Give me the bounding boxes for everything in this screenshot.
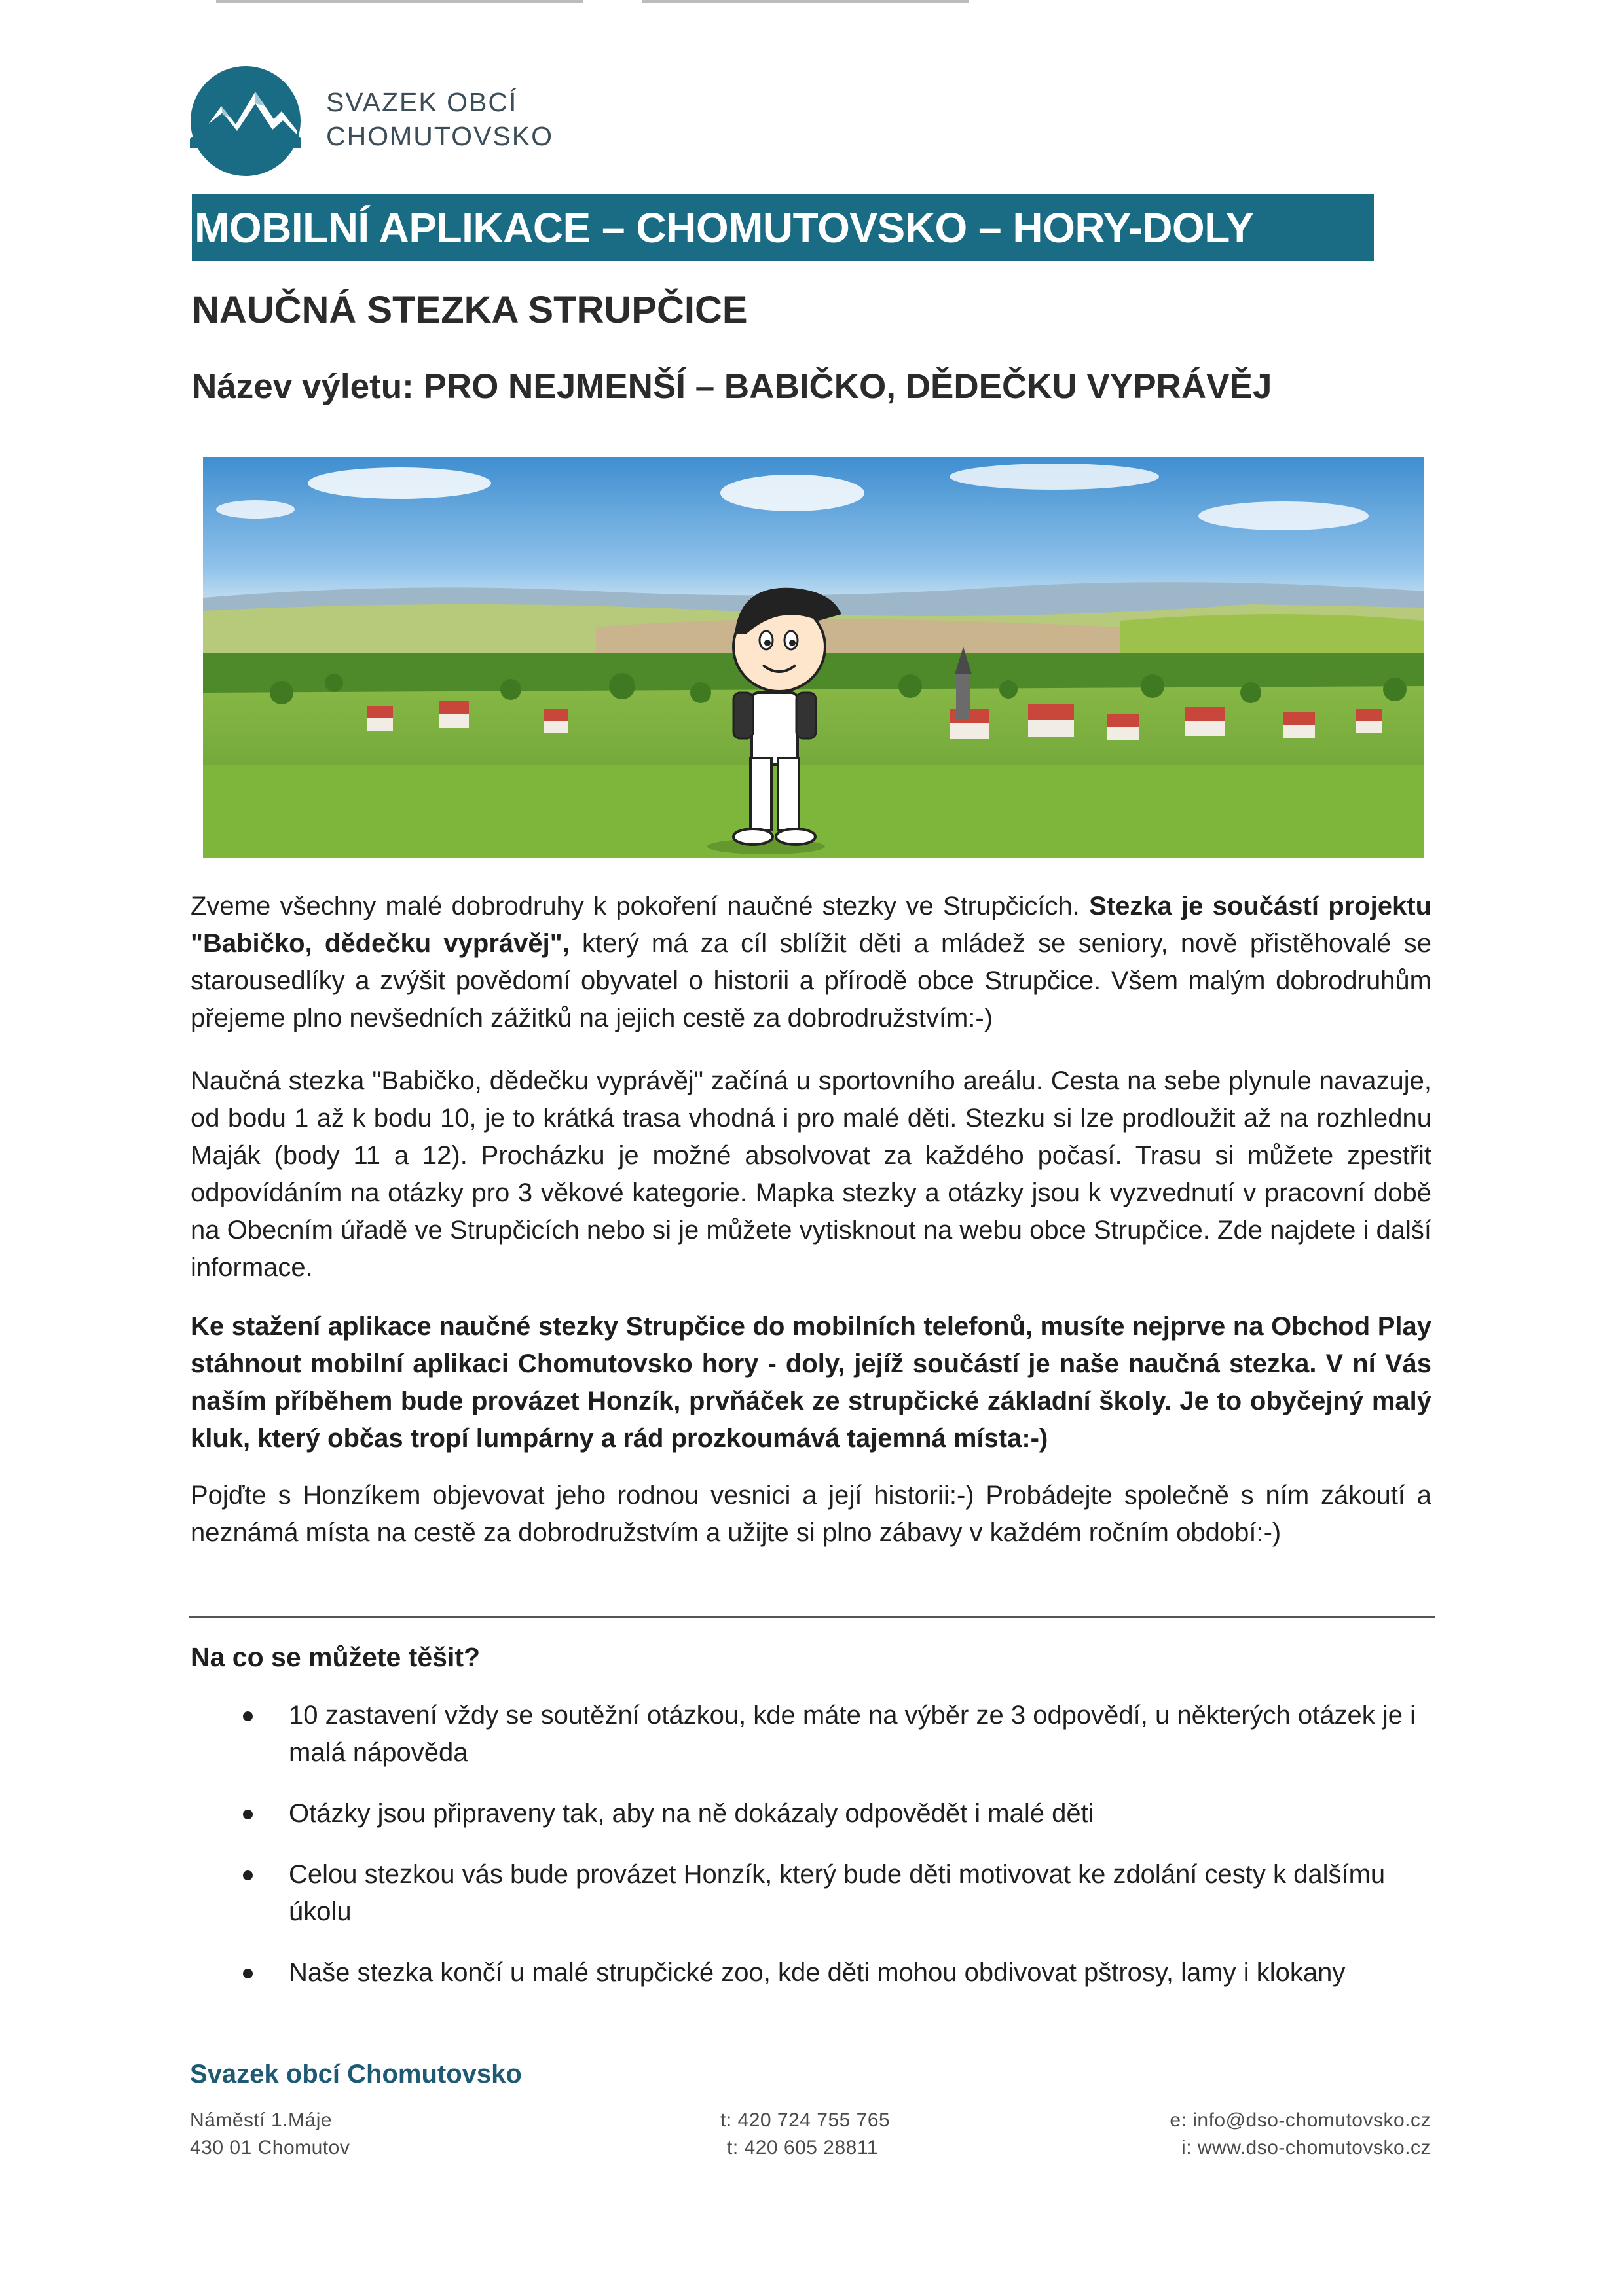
list-item — [191, 1856, 1431, 1931]
list-item-text: Celou stezkou vás bude provázet Honzík, který bude děti motivovat ke zdolání cesty k dalšímu úkolu — [289, 1860, 1386, 1926]
footer-organization: Svazek obcí Chomutovsko — [190, 2060, 522, 2088]
list-item — [191, 1697, 1431, 1772]
scan-artifact — [642, 0, 969, 3]
logo-line-1: SVAZEK OBCÍ — [326, 87, 518, 117]
list-item — [191, 1954, 1431, 1992]
address-line-1: Náměstí 1.Máje — [190, 2109, 333, 2131]
address-line-2: 430 01 Chomutov — [190, 2137, 350, 2159]
web-link[interactable]: i: www.dso-chomutovsko.cz — [1181, 2137, 1431, 2159]
page-banner: MOBILNÍ APLIKACE – CHOMUTOVSKO – HORY-DOLY — [192, 194, 1374, 261]
intro-text-c: který má za cíl sblížit děti a mládež se seniory, nově přistěhovalé se starousedlíky a zvýšit povědomí obyvatel o historii a přírodě obce Strupčice. Všem malým dobrodruhům přejeme plno nevšedních zážitků na jejich cestě za dobrodružstvím:-) — [191, 929, 1431, 1032]
list-item — [191, 1795, 1431, 1832]
bullet-icon — [243, 1969, 253, 1978]
email-link[interactable]: e: info@dso-chomutovsko.cz — [1170, 2109, 1431, 2131]
mountain-logo-icon — [190, 65, 301, 177]
features-title: Na co se můžete těšit? — [191, 1642, 481, 1672]
footer-address — [190, 2107, 350, 2162]
app-download-paragraph: Ke stažení aplikace naučné stezky Strupčice do mobilních telefonů, musíte nejprve na Obchod Play stáhnout mobilní aplikaci Chomutovsko hory - doly, jejíž součástí je naše naučná stezka. V ní Vás naším příběhem bude provázet Honzík, prvňáček ze strupčické základní školy. Je to obyčejný malý kluk, který občas tropí lumpárny a rád prozkoumává tajemná místa:-) — [191, 1312, 1431, 1453]
invitation-paragraph: Pojďte s Honzíkem objevovat jeho rodnou vesnici a její historii:-) Probádejte společně s ním zákoutí a neznámá místa na cestě za dobrodružstvím a užijte si plno zábavy v každém ročním období:-) — [191, 1481, 1431, 1547]
page-subtitle: NAUČNÁ STEZKA STRUPČICE — [192, 289, 748, 331]
footer-contacts — [1170, 2107, 1431, 2162]
list-item-text: Otázky jsou připraveny tak, aby na ně dokázaly odpovědět i malé děti — [289, 1799, 1094, 1828]
list-item-text: 10 zastavení vždy se soutěžní otázkou, kde máte na výběr ze 3 odpovědí, u některých otázek je i malá nápověda — [289, 1701, 1416, 1767]
intro-text-a: Zveme všechny malé dobrodruhy k pokoření naučné stezky ve Strupčicích. — [191, 892, 1090, 920]
phone-2: t: 420 605 28811 — [727, 2137, 878, 2159]
section-divider — [189, 1616, 1435, 1618]
logo — [190, 65, 779, 183]
intro-paragraph — [191, 888, 1431, 1037]
bullet-icon — [243, 1810, 253, 1819]
landscape-with-boy-illustration — [203, 457, 1424, 858]
intro-text-bold: Stezka je součástí projektu "Babičko, dědečku vyprávěj", — [191, 892, 1431, 958]
logo-text — [326, 85, 553, 153]
phone-1: t: 420 724 755 765 — [720, 2109, 891, 2131]
bullet-icon — [243, 1711, 253, 1721]
features-list — [191, 1697, 1431, 2015]
trail-description-paragraph: Naučná stezka "Babičko, dědečku vyprávěj" začíná u sportovního areálu. Cesta na sebe plynule navazuje, od bodu 1 až k bodu 10, je to krátká trasa vhodná i pro malé děti. Stezku si lze prodloužit až na rozhlednu Maják (body 11 a 12). Procházku je možné absolvovat za každého počasí. Trasu si můžete zpestřit odpovídáním na otázky pro 3 věkové kategorie. Mapka stezky a otázky jsou k vyzvednutí v pracovní době na Obecním úřadě ve Strupčicích nebo si je můžete vytisknout na webu obce Strupčice. Zde najdete i další informace. — [191, 1066, 1431, 1282]
footer-phones — [720, 2107, 890, 2162]
bullet-icon — [243, 1870, 253, 1880]
logo-line-2: CHOMUTOVSKO — [326, 121, 553, 151]
scan-artifact — [216, 0, 583, 3]
trip-name: Název výletu: PRO NEJMENŠÍ – BABIČKO, DĚDEČKU VYPRÁVĚJ — [192, 367, 1272, 406]
list-item-text: Naše stezka končí u malé strupčické zoo, kde děti mohou obdivovat pštrosy, lamy i klokany — [289, 1958, 1346, 1987]
